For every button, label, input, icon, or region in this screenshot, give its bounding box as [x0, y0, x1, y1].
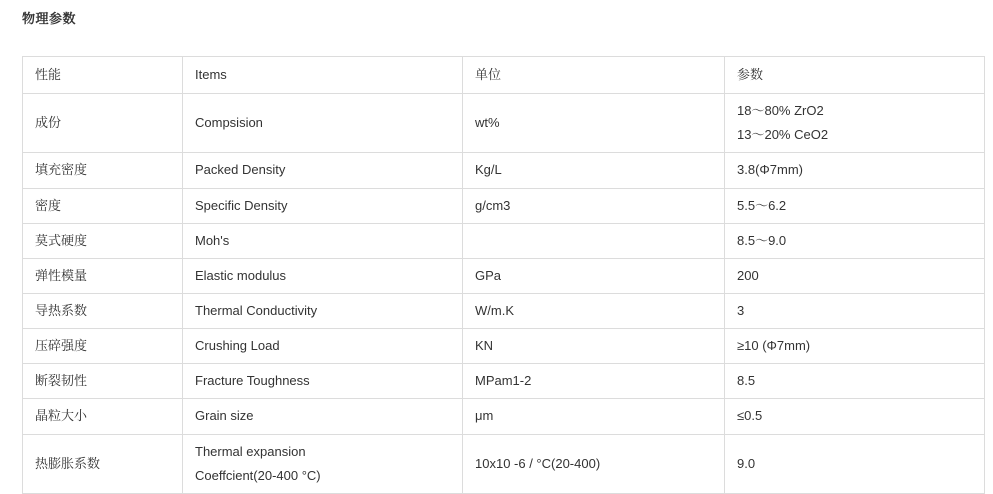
table-row: [23, 258, 985, 293]
cell-unit: g/cm3: [463, 188, 725, 223]
cell-property: 晶粒大小: [23, 399, 183, 434]
cell-unit: KN: [463, 329, 725, 364]
cell-unit: W/m.K: [463, 293, 725, 328]
column-header-property: 性能: [23, 57, 183, 94]
table-row: [23, 293, 985, 328]
table-row: [23, 223, 985, 258]
table-row: [23, 399, 985, 434]
table-header-row: [23, 57, 985, 94]
cell-unit: μm: [463, 399, 725, 434]
cell-item: Moh's: [183, 223, 463, 258]
cell-property: 莫式硬度: [23, 223, 183, 258]
cell-unit: wt%: [463, 94, 725, 153]
cell-value-line: 13～20% CeO2: [737, 127, 829, 143]
cell-item: Grain size: [183, 399, 463, 434]
table-body: [23, 57, 985, 494]
cell-value: 200: [725, 258, 985, 293]
cell-property: 弹性模量: [23, 258, 183, 293]
cell-item: Specific Density: [183, 188, 463, 223]
cell-value: 8.5: [725, 364, 985, 399]
cell-unit: [463, 223, 725, 258]
cell-property: 断裂韧性: [23, 364, 183, 399]
cell-item-line: Coeffcient(20-400 °C): [195, 467, 321, 483]
table-row: [23, 329, 985, 364]
cell-unit: Kg/L: [463, 153, 725, 188]
cell-item: Thermal Conductivity: [183, 293, 463, 328]
cell-value: ≥10 (Φ7mm): [725, 329, 985, 364]
cell-item: Packed Density: [183, 153, 463, 188]
cell-property: 密度: [23, 188, 183, 223]
cell-value: [725, 94, 985, 153]
page-title: 物理参数: [22, 11, 77, 26]
cell-value-line: 18～80% ZrO2: [737, 103, 824, 119]
physical-parameters-table-wrapper: [22, 56, 984, 494]
cell-item: Fracture Toughness: [183, 364, 463, 399]
cell-property: 压碎强度: [23, 329, 183, 364]
cell-item: Elastic modulus: [183, 258, 463, 293]
cell-property: 热膨胀系数: [23, 434, 183, 493]
table-row: [23, 153, 985, 188]
cell-property: 填充密度: [23, 153, 183, 188]
physical-parameters-table: [22, 56, 985, 494]
cell-unit: 10x10 -6 / °C(20-400): [463, 434, 725, 493]
cell-item-line: Thermal expansion: [195, 443, 306, 459]
cell-property: 导热系数: [23, 293, 183, 328]
cell-value: 9.0: [725, 434, 985, 493]
cell-value: 5.5～6.2: [725, 188, 985, 223]
cell-value: 3.8(Φ7mm): [725, 153, 985, 188]
cell-value: 8.5～9.0: [725, 223, 985, 258]
cell-unit: GPa: [463, 258, 725, 293]
cell-property: 成份: [23, 94, 183, 153]
cell-value: ≤0.5: [725, 399, 985, 434]
table-row: [23, 434, 985, 493]
table-row: [23, 364, 985, 399]
cell-unit: MPam1-2: [463, 364, 725, 399]
column-header-unit: 单位: [463, 57, 725, 94]
cell-item: Crushing Load: [183, 329, 463, 364]
cell-item: [183, 434, 463, 493]
table-row: [23, 94, 985, 153]
cell-value: 3: [725, 293, 985, 328]
column-header-value: 参数: [725, 57, 985, 94]
table-row: [23, 188, 985, 223]
column-header-items: Items: [183, 57, 463, 94]
cell-item: Compsision: [183, 94, 463, 153]
